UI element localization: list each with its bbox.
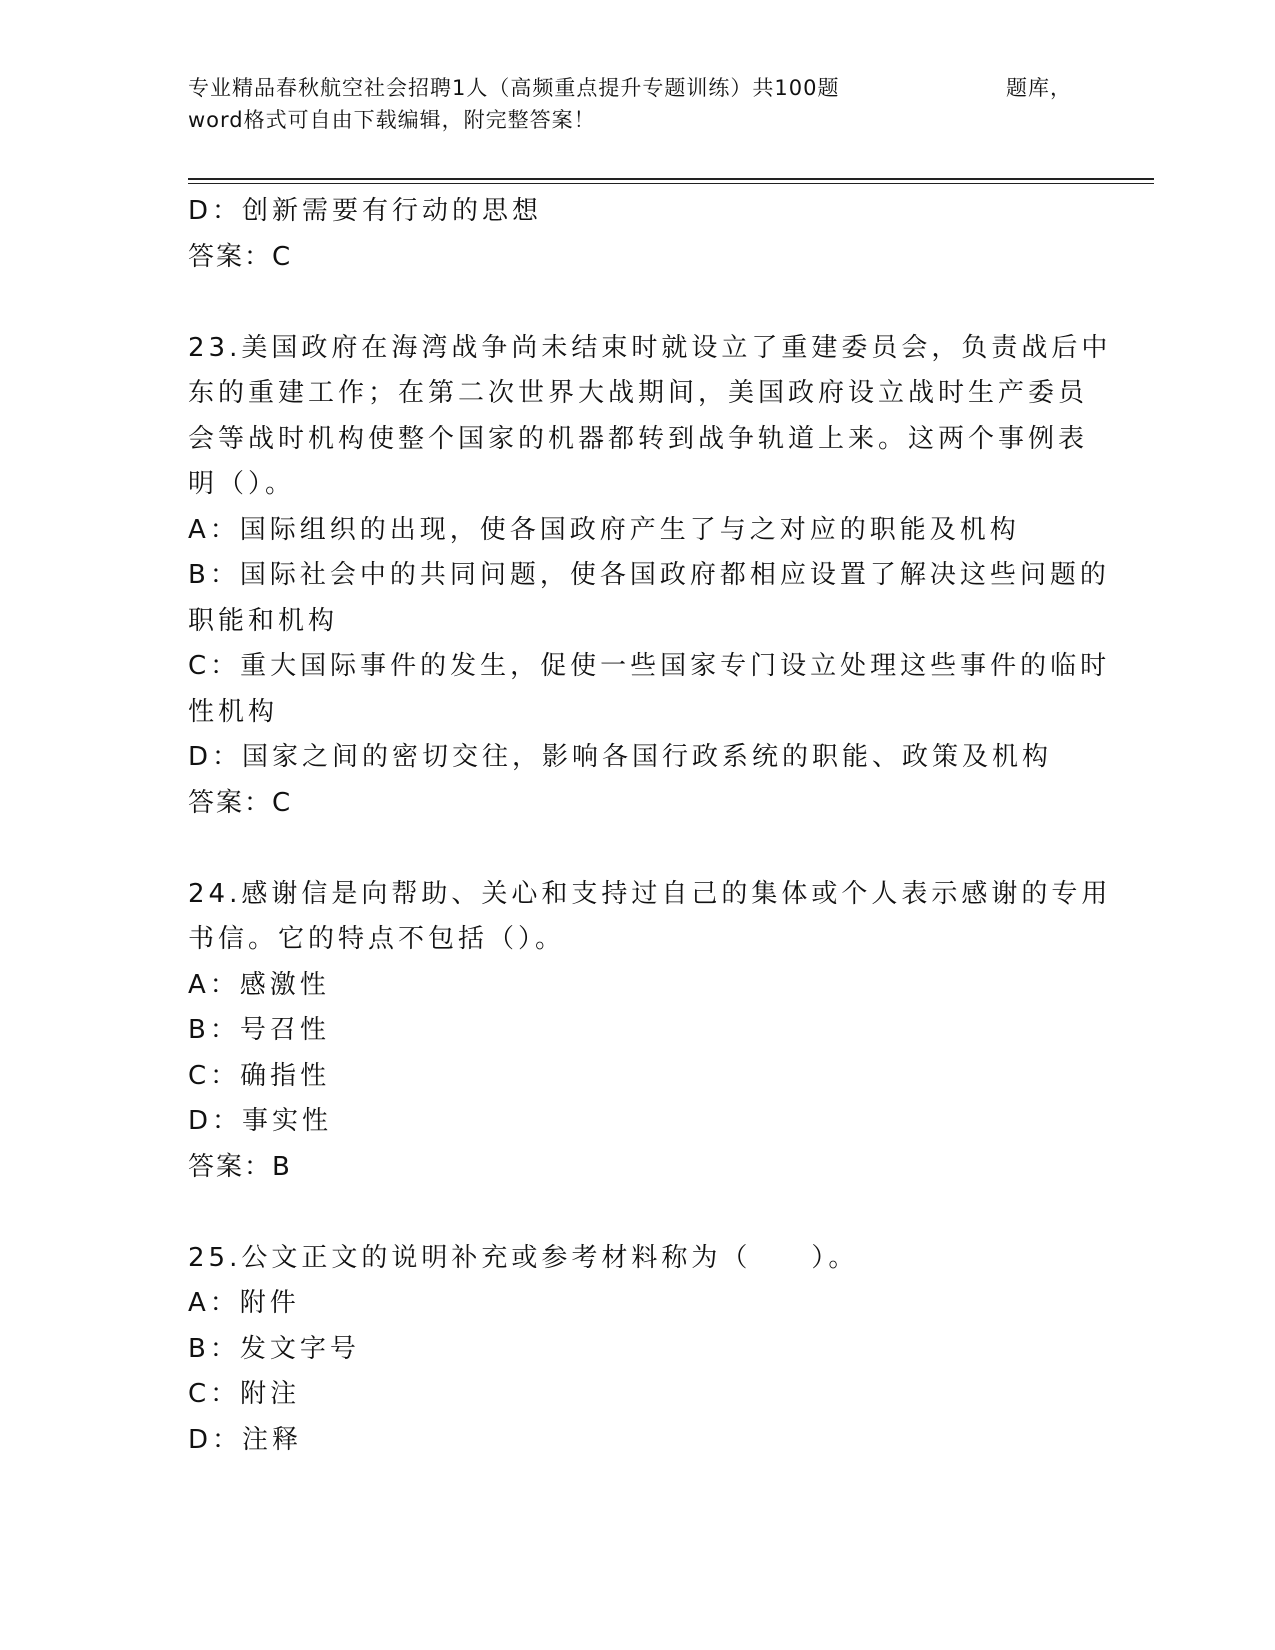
previous-question-tail [188,189,1088,280]
header-divider-thick [188,178,1154,180]
answer: 答案：C [188,241,293,272]
header-title-line [188,72,1072,104]
option-b-continued: 职能和机构 [188,605,339,636]
option-b: B：国际社会中的共同问题，使各国政府都相应设置了解决这些问题的 [188,560,1110,590]
question-stem-line: 24.感谢信是向帮助、关心和支持过自己的集体或个人表示感谢的专用 [188,878,1112,909]
option-d: D：国家之间的密切交往，影响各国行政系统的职能、政策及机构 [188,742,1053,772]
option-d: D：创新需要有行动的思想 [188,196,543,226]
option-c-continued: 性机构 [188,696,279,727]
document-body [188,189,1112,1463]
option-d: D：注释 [188,1424,303,1455]
question-24 [188,872,1112,1191]
header-subtitle: word格式可自由下载编辑，附完整答案！ [188,108,596,132]
spacer [188,1190,1088,1236]
question-23 [188,326,1112,827]
answer: 答案：C [188,787,293,818]
header-title-suffix: 题库， [1006,76,1072,100]
question-stem-line: 书信。它的特点不包括（）。 [188,924,566,954]
question-stem-line: 25.公文正文的说明补充或参考材料称为（ ）。 [188,1242,859,1273]
question-25 [188,1236,1088,1464]
option-a: A：附件 [188,1288,300,1318]
option-c: C：重大国际事件的发生，促使一些国家专门设立处理这些事件的临时 [188,651,1111,681]
question-stem-line: 23.美国政府在海湾战争尚未结束时就设立了重建委员会，负责战后中 [188,332,1112,363]
option-c: C：确指性 [188,1060,331,1091]
option-a: A：国际组织的出现，使各国政府产生了与之对应的职能及机构 [188,514,1020,545]
spacer [188,826,1088,872]
option-b: B：号召性 [188,1015,330,1045]
question-stem-line: 会等战时机构使整个国家的机器都转到战争轨道上来。这两个事例表 [188,423,1089,454]
question-stem-line: 东的重建工作；在第二次世界大战期间，美国政府设立战时生产委员 [188,378,1089,408]
option-a: A：感激性 [188,969,330,1000]
spacer [188,280,1088,326]
header-title: 专业精品春秋航空社会招聘1人（高频重点提升专题训练）共100题 [188,76,840,100]
option-b: B：发文字号 [188,1333,360,1364]
question-stem-line: 明（）。 [188,469,296,499]
option-d: D：事实性 [188,1106,333,1136]
answer: 答案：B [188,1151,292,1182]
header-divider-thin [188,183,1154,184]
option-c: C：附注 [188,1379,301,1409]
document-header [188,72,1072,136]
